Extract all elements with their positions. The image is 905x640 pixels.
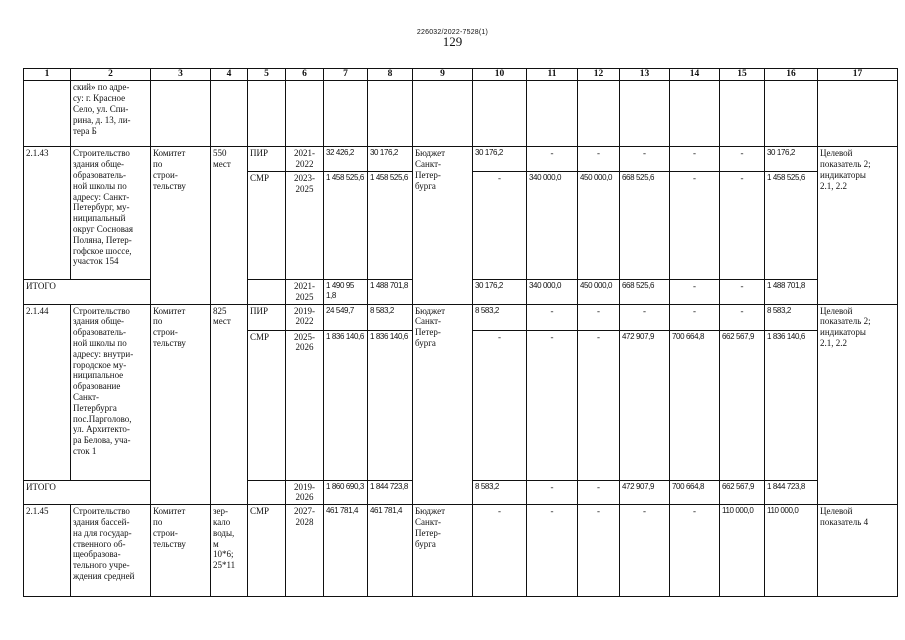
- year-value: -: [527, 480, 578, 505]
- header-cell: 5: [248, 69, 286, 81]
- year-value: -: [720, 304, 765, 330]
- cost: 1 458 525,6: [324, 171, 368, 279]
- header-cell: 8: [368, 69, 413, 81]
- period: 2021- 2022: [286, 147, 324, 172]
- stage: ПИР: [248, 304, 286, 330]
- header-cell: 2: [71, 69, 151, 81]
- period: 2019- 2026: [286, 480, 324, 505]
- year-value: 340 000,0: [527, 171, 578, 279]
- program-table: [23, 68, 898, 597]
- object-name: Строительство здания обще- образователь- ной школы по адресу: внутри- городское му- ниципальное образование Санкт- Петербурга пос.Парголово, ул. Архитекто- ра Белова, уча- сток 1: [71, 304, 151, 480]
- object-name: Строительство здания обще- образователь- ной школы по адресу: Санкт- Петербург, му- ниципальный округ Сосновая Поляна, Петер- гофское шоссе, участок 154: [71, 147, 151, 280]
- year-value: -: [578, 505, 620, 597]
- year-value: 8 583,2: [473, 480, 527, 505]
- limit: 1 488 701,8: [368, 279, 413, 304]
- header-cell: 6: [286, 69, 324, 81]
- object-name: Строительство здания бассей- на для государ- ственного об- щеобразова- тельного учре- ждения средней: [71, 505, 151, 597]
- year-value: -: [720, 147, 765, 172]
- cost: 461 781,4: [324, 505, 368, 597]
- year-value: -: [670, 304, 720, 330]
- year-value: -: [620, 147, 670, 172]
- header-row: [24, 69, 898, 81]
- year-value: 472 907,9: [620, 330, 670, 480]
- capacity: зер- кало воды, м 10*6; 25*11: [211, 505, 248, 597]
- year-value: 30 176,2: [473, 147, 527, 172]
- item-id: 2.1.45: [24, 505, 71, 597]
- year-value: 340 000,0: [527, 279, 578, 304]
- year-value: 668 525,6: [620, 279, 670, 304]
- year-value: -: [473, 505, 527, 597]
- year-value: -: [527, 147, 578, 172]
- capacity: 825 мест: [211, 304, 248, 505]
- year-value: -: [720, 279, 765, 304]
- stage: ПИР: [248, 147, 286, 172]
- year-value: -: [620, 304, 670, 330]
- stage: СМР: [248, 505, 286, 597]
- year-value: 1 836 140,6: [765, 330, 818, 480]
- year-value: 1 844 723,8: [765, 480, 818, 505]
- year-value: 700 664,8: [670, 480, 720, 505]
- header-cell: 3: [151, 69, 211, 81]
- year-value: -: [578, 480, 620, 505]
- executor: Комитет по строи- тельству: [151, 304, 211, 505]
- year-value: -: [620, 505, 670, 597]
- limit: 30 176,2: [368, 147, 413, 172]
- year-value: 450 000,0: [578, 279, 620, 304]
- year-value: -: [527, 505, 578, 597]
- funding-source: Бюджет Санкт- Петер- бурга: [413, 147, 473, 304]
- total-label: ИТОГО: [24, 480, 151, 505]
- year-value: -: [670, 171, 720, 279]
- header-cell: 15: [720, 69, 765, 81]
- year-value: -: [578, 147, 620, 172]
- stage: СМР: [248, 330, 286, 480]
- year-value: -: [670, 279, 720, 304]
- table-row: [24, 304, 898, 330]
- indicator: Целевой показатель 4: [818, 505, 898, 597]
- cost: 32 426,2: [324, 147, 368, 172]
- total-label: ИТОГО: [24, 279, 151, 304]
- header-cell: 12: [578, 69, 620, 81]
- funding-source: Бюджет Санкт- Петер- бурга: [413, 505, 473, 597]
- year-value: 30 176,2: [765, 147, 818, 172]
- executor: Комитет по строи- тельству: [151, 147, 211, 304]
- header-cell: 17: [818, 69, 898, 81]
- header-cell: 13: [620, 69, 670, 81]
- year-value: 8 583,2: [473, 304, 527, 330]
- year-value: 450 000,0: [578, 171, 620, 279]
- limit: 461 781,4: [368, 505, 413, 597]
- year-value: 110 000,0: [720, 505, 765, 597]
- page-number: 129: [442, 34, 463, 49]
- indicator: Целевой показатель 2; индикаторы 2.1, 2.2: [818, 147, 898, 304]
- year-value: 668 525,6: [620, 171, 670, 279]
- period: 2023- 2025: [286, 171, 324, 279]
- year-value: 1 458 525,6: [765, 171, 818, 279]
- cost: 1 490 95 1,8: [324, 279, 368, 304]
- limit: 8 583,2: [368, 304, 413, 330]
- year-value: -: [527, 330, 578, 480]
- year-value: 1 488 701,8: [765, 279, 818, 304]
- year-value: 30 176,2: [473, 279, 527, 304]
- limit: 1 844 723,8: [368, 480, 413, 505]
- document-number: 226032/2022-7528(1): [416, 29, 489, 36]
- object-name: ский» по адре- су: г. Красное Село, ул. Спи- рина, д. 13, ли- тера Б: [71, 81, 151, 147]
- year-value: 110 000,0: [765, 505, 818, 597]
- executor: Комитет по строи- тельству: [151, 505, 211, 597]
- continuation-row: [24, 81, 898, 147]
- year-value: 8 583,2: [765, 304, 818, 330]
- item-id: 2.1.43: [24, 147, 71, 280]
- year-value: -: [720, 171, 765, 279]
- cost: 24 549,7: [324, 304, 368, 330]
- funding-source: Бюджет Санкт- Петер- бурга: [413, 304, 473, 505]
- item-id: 2.1.44: [24, 304, 71, 480]
- table-row: [24, 147, 898, 172]
- period: 2019- 2022: [286, 304, 324, 330]
- year-value: 472 907,9: [620, 480, 670, 505]
- limit: 1 836 140,6: [368, 330, 413, 480]
- year-value: -: [473, 171, 527, 279]
- year-value: -: [670, 505, 720, 597]
- year-value: -: [473, 330, 527, 480]
- capacity: 550 мест: [211, 147, 248, 304]
- year-value: -: [578, 304, 620, 330]
- cost: 1 836 140,6: [324, 330, 368, 480]
- header-cell: 9: [413, 69, 473, 81]
- table-row: [24, 505, 898, 597]
- period: 2021- 2025: [286, 279, 324, 304]
- period: 2027- 2028: [286, 505, 324, 597]
- year-value: 700 664,8: [670, 330, 720, 480]
- year-value: -: [527, 304, 578, 330]
- year-value: -: [578, 330, 620, 480]
- indicator: Целевой показатель 2; индикаторы 2.1, 2.2: [818, 304, 898, 505]
- header-cell: 1: [24, 69, 71, 81]
- year-value: 662 567,9: [720, 480, 765, 505]
- limit: 1 458 525,6: [368, 171, 413, 279]
- header-cell: 4: [211, 69, 248, 81]
- stage: СМР: [248, 171, 286, 279]
- header-cell: 14: [670, 69, 720, 81]
- header-cell: 16: [765, 69, 818, 81]
- year-value: 662 567,9: [720, 330, 765, 480]
- year-value: -: [670, 147, 720, 172]
- header-cell: 11: [527, 69, 578, 81]
- cost: 1 860 690,3: [324, 480, 368, 505]
- header-cell: 7: [324, 69, 368, 81]
- period: 2025- 2026: [286, 330, 324, 480]
- header-cell: 10: [473, 69, 527, 81]
